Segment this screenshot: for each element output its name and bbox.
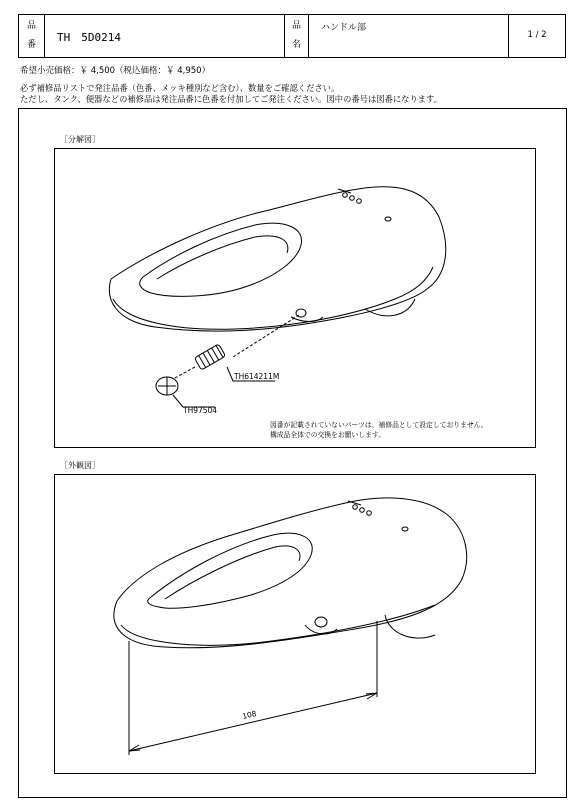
exploded-footnote-1: 図番が記載されていないパーツは、補修品として設定しておりません。 [270,421,488,429]
page-number: 1 / 2 [527,30,547,40]
hinmei-label-2: 名 [291,40,301,50]
note-line-1: 必ず補修品リストで発注品番（色番、メッキ種別など含む）、数量をご確認ください。 [20,83,340,93]
exploded-view-title: ［分解図］ [60,135,100,144]
price-line: 希望小売価格：￥ 4,500（税込価格：￥ 4,950） [20,66,211,76]
part-name: ハンドル部 [321,23,367,33]
header-table [18,14,566,58]
callout-insert: TH614211M [234,372,280,381]
hinban-label-cell [19,15,45,57]
exploded-view-panel [54,148,536,448]
dimension-label: 108 [241,708,258,721]
hinban-label-1: 品 [26,21,36,31]
exterior-view-title: ［外観図］ [60,461,100,470]
part-number: TH 5D0214 [57,31,121,44]
callout-cap: TH97504 [183,406,218,415]
note-line-2: ただし、タンク、便器などの補修品は発注品番に色番を付加してご発注ください。図中の番号は図番になります。 [20,94,442,104]
page-cell [509,15,565,57]
exterior-view-panel [54,474,536,774]
hinmei-label-1: 品 [291,21,301,31]
part-name-cell [309,15,509,57]
exploded-footnote-2: 構成品全体での交換をお願いします。 [270,431,386,439]
exploded-view-drawing [55,149,535,447]
hinban-label-2: 番 [26,40,36,50]
exterior-view-drawing [55,475,535,773]
part-number-cell [45,15,285,57]
hinmei-label-cell [285,15,309,57]
